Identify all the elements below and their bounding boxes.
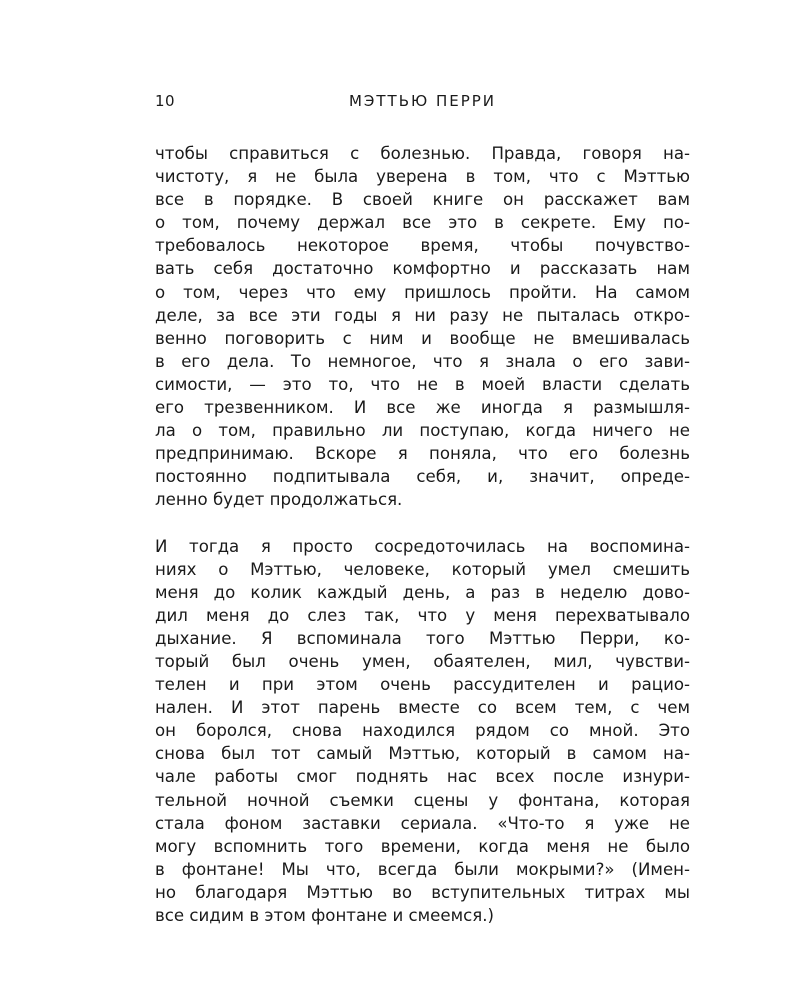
text-line: телен и при этом очень рассудителен и рацио- — [155, 675, 690, 695]
text-line: дил меня до слез так, что у меня перехватывало — [155, 605, 690, 625]
text-line: чале работы смог поднять нас всех после изнури- — [155, 767, 690, 787]
paragraph-1 — [155, 142, 690, 512]
text-line: ленно будет продолжаться. — [155, 490, 403, 510]
running-header — [155, 92, 690, 116]
text-line: могу вспомнить того времени, когда меня не было — [155, 836, 690, 856]
text-line: вать себя достаточно комфортно и рассказать нам — [155, 259, 690, 279]
text-line: предпринимаю. Вскоре я поняла, что его болезнь — [155, 444, 690, 464]
text-line: все в порядке. В своей книге он расскажет вам — [155, 190, 690, 210]
text-line: он боролся, снова находился рядом со мной. Это — [155, 721, 690, 741]
paragraph-2 — [155, 535, 690, 928]
text-line: чтобы справиться с болезнью. Правда, говоря на- — [155, 144, 690, 163]
text-line: деле, за все эти годы я ни разу не пыталась откро- — [155, 305, 690, 325]
text-line: в его дела. То немногое, что я знала о его зави- — [155, 351, 690, 371]
body-text — [155, 142, 690, 927]
text-line: стала фоном заставки сериала. «Что-то я уже не — [155, 813, 690, 833]
text-line: торый был очень умен, обаятелен, мил, чувстви- — [155, 651, 690, 671]
text-line: в фонтане! Мы что, всегда были мокрыми?» (Имен- — [155, 859, 690, 879]
text-line: И тогда я просто сосредоточилась на воспомина- — [155, 536, 690, 556]
text-line: ла о том, правильно ли поступаю, когда ничего не — [155, 421, 690, 441]
text-line: снова был тот самый Мэттью, который в самом на- — [155, 744, 690, 764]
page-number: 10 — [155, 92, 176, 110]
text-line: постоянно подпитывала себя, и, значит, опреде- — [155, 467, 690, 487]
text-line: чистоту, я не была уверена в том, что с Мэттью — [155, 167, 690, 187]
text-line: тельной ночной съемки сцены у фонтана, которая — [155, 790, 690, 810]
running-title-author: МЭТТЬЮ ПЕРРИ — [348, 92, 497, 110]
text-line: дыхание. Я вспоминала того Мэттью Перри, ко- — [155, 628, 690, 648]
text-line: но благодаря Мэттью во вступительных титрах мы — [155, 882, 690, 902]
text-line: нален. И этот парень вместе со всем тем, с чем — [155, 698, 690, 718]
text-line: ниях о Мэттью, человеке, который умел смешить — [155, 559, 690, 579]
text-line: венно поговорить с ним и вообще не вмешивалась — [155, 328, 690, 348]
text-line: меня до колик каждый день, а раз в неделю дово- — [155, 582, 690, 602]
text-line: его трезвенником. И все же иногда я размышля- — [155, 398, 690, 418]
text-line: все сидим в этом фонтане и смеемся.) — [155, 906, 494, 925]
text-line: о том, почему держал все это в секрете. Ему по- — [155, 213, 690, 233]
text-line: требовалось некоторое время, чтобы почувство- — [155, 236, 690, 256]
text-line: о том, через что ему пришлось пройти. На самом — [155, 282, 690, 302]
text-line: симости, — это то, что не в моей власти сделать — [155, 374, 690, 394]
